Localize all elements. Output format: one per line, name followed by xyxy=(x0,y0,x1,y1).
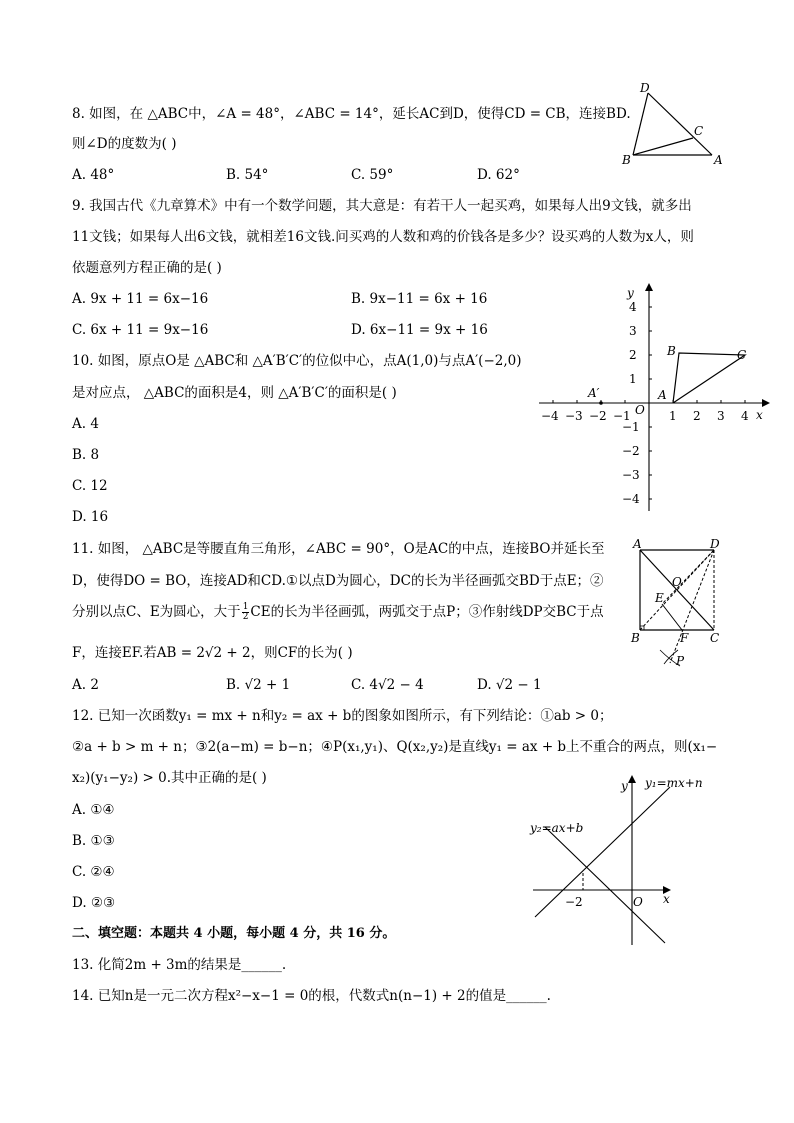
q10-option-b[interactable]: B. 8 xyxy=(72,447,100,463)
q12-option-a[interactable]: A. ①④ xyxy=(72,802,115,818)
q10-xtick: −2 xyxy=(589,409,607,423)
q12-tick-neg2: −2 xyxy=(565,895,583,909)
q11-square-figure xyxy=(630,538,730,668)
q11-fraction xyxy=(242,603,250,622)
q12-stem-line3: x₂)(y₁−y₂) > 0.其中正确的是( ) xyxy=(72,770,267,786)
q10-xtick: −1 xyxy=(613,409,631,423)
q11-stem-line3 xyxy=(72,603,604,622)
q9-stem-line1: 9. 我国古代《九章算术》中有一个数学问题，其大意是：有若干人一起买鸡，如果每人出9文钱，就多出 xyxy=(72,198,692,214)
q9-option-c[interactable]: C. 6x + 11 = 9x−16 xyxy=(72,322,209,338)
q11-label-b: B xyxy=(631,631,640,645)
q12-line1-label: y₁=mx+n xyxy=(645,776,703,790)
q10-ytick: 4 xyxy=(629,300,637,314)
q12-option-c[interactable]: C. ②④ xyxy=(72,864,115,880)
q10-xtick: 3 xyxy=(717,409,725,423)
q12-y-axis-label: y xyxy=(621,779,628,793)
q8-triangle-figure xyxy=(620,80,730,170)
q8-option-d[interactable]: D. 62° xyxy=(477,167,520,183)
q8-option-b[interactable]: B. 54° xyxy=(226,167,269,183)
q10-label-a: A xyxy=(658,388,667,402)
q10-ytick: −2 xyxy=(622,444,640,458)
q11-label-e: E xyxy=(655,591,664,605)
q10-ytick: 2 xyxy=(629,348,637,362)
q11-label-d: D xyxy=(710,537,720,551)
q12-lines-figure xyxy=(525,775,715,945)
q10-ytick: 3 xyxy=(629,324,637,338)
q10-stem-line1: 10. 如图，原点O是 △ABC和 △A′B′C′的位似中心，点A(1,0)与点A′(−2,0) xyxy=(72,353,522,369)
q9-stem-line3: 依题意列方程正确的是( ) xyxy=(72,260,222,276)
q11-option-b[interactable]: B. √2 + 1 xyxy=(226,677,291,693)
q10-coordinate-figure xyxy=(534,283,774,513)
q11-option-c[interactable]: C. 4√2 − 4 xyxy=(351,677,424,693)
q10-option-a[interactable]: A. 4 xyxy=(72,416,99,432)
q9-option-d[interactable]: D. 6x−11 = 9x + 16 xyxy=(351,322,488,338)
q10-point-a-prime xyxy=(599,401,603,405)
q10-y-axis-label: y xyxy=(627,286,634,300)
q10-label-c: C xyxy=(737,348,747,362)
q11-stem-line4: F，连接EF.若AB = 2√2 + 2，则CF的长为( ) xyxy=(72,645,353,661)
q10-xtick: 1 xyxy=(669,409,677,423)
q9-stem-line2: 11文钱；如果每人出6文钱，就相差16文钱.问买鸡的人数和鸡的价钱各是多少？设买鸡的人数为x人，则 xyxy=(72,229,694,245)
q11-fraction-denominator: 2 xyxy=(242,612,249,622)
q12-line2-label: y₂=ax+b xyxy=(530,821,584,835)
q11-label-c: C xyxy=(710,631,720,645)
q12-stem-line2: ②a + b > m + n；③2(a−m) = b−n；④P(x₁,y₁)、Q(x₂,y₂)是直线y₁ = ax + b上不重合的两点，则(x₁− xyxy=(72,739,718,755)
q10-ytick: −1 xyxy=(622,420,640,434)
q13-stem: 13. 化简2m + 3m的结果是______. xyxy=(72,957,287,973)
q8-stem-line2: 则∠D的度数为( ) xyxy=(72,136,177,152)
q10-ytick: 1 xyxy=(629,372,637,386)
q11-label-o: O xyxy=(672,575,682,589)
q11-stem-line3-part1: 分别以点C、E为圆心，大于 xyxy=(72,604,241,620)
q10-x-axis-label: x xyxy=(756,408,763,422)
q9-option-a[interactable]: A. 9x + 11 = 6x−16 xyxy=(72,291,209,307)
q8-label-c: C xyxy=(694,124,704,138)
q11-label-p: P xyxy=(676,654,685,668)
q11-stem-line3-part2: CE的长为半径画弧，两弧交于点P；③作射线DP交BC于点 xyxy=(250,604,604,620)
q10-xtick: −3 xyxy=(565,409,583,423)
q11-option-a[interactable]: A. 2 xyxy=(72,677,99,693)
q10-option-d[interactable]: D. 16 xyxy=(72,509,109,525)
q8-label-d: D xyxy=(640,81,650,95)
q8-stem-line1: 8. 如图，在 △ABC中，∠A = 48°，∠ABC = 14°，延长AC到D，使得CD = CB，连接BD. xyxy=(72,106,631,122)
q10-ytick: −3 xyxy=(622,468,640,482)
q11-stem-line1: 11. 如图， △ABC是等腰直角三角形，∠ABC = 90°，O是AC的中点，连接BO并延长至 xyxy=(72,541,605,557)
q11-label-f: F xyxy=(680,631,689,645)
q10-origin-label: O xyxy=(635,403,645,417)
q12-option-b[interactable]: B. ①③ xyxy=(72,833,115,849)
q8-option-a[interactable]: A. 48° xyxy=(72,167,115,183)
q8-option-c[interactable]: C. 59° xyxy=(351,167,394,183)
q10-xtick: 4 xyxy=(741,409,749,423)
q11-label-a: A xyxy=(633,537,642,551)
q14-stem: 14. 已知n是一元二次方程x²−x−1 = 0的根，代数式n(n−1) + 2的值是______. xyxy=(72,988,551,1004)
q10-option-c[interactable]: C. 12 xyxy=(72,478,108,494)
section-2-heading: 二、填空题：本题共 4 小题，每小题 4 分，共 16 分。 xyxy=(72,926,396,941)
q8-label-b: B xyxy=(622,153,631,167)
q12-origin-label: O xyxy=(633,895,643,909)
q11-option-d[interactable]: D. √2 − 1 xyxy=(477,677,542,693)
q10-ytick: −4 xyxy=(622,492,640,506)
q8-label-a: A xyxy=(714,153,723,167)
q9-option-b[interactable]: B. 9x−11 = 6x + 16 xyxy=(351,291,488,307)
q10-xtick: 2 xyxy=(693,409,701,423)
q12-x-axis-label: x xyxy=(663,892,670,906)
q11-fraction-numerator: 1 xyxy=(242,602,249,612)
q12-option-d[interactable]: D. ②③ xyxy=(72,895,116,911)
q11-stem-line2: D，使得DO = BO，连接AD和CD.①以点D为圆心，DC的长为半径画弧交BD于点E；② xyxy=(72,573,604,589)
q12-stem-line1: 12. 已知一次函数y₁ = mx + n和y₂ = ax + b的图象如图所示，有下列结论：①ab > 0； xyxy=(72,708,613,724)
q10-label-b: B xyxy=(667,344,676,358)
q10-label-a-prime: A′ xyxy=(588,386,600,400)
q10-xtick: −4 xyxy=(541,409,559,423)
q10-stem-line2: 是对应点， △ABC的面积是4，则 △A′B′C′的面积是( ) xyxy=(72,385,397,401)
